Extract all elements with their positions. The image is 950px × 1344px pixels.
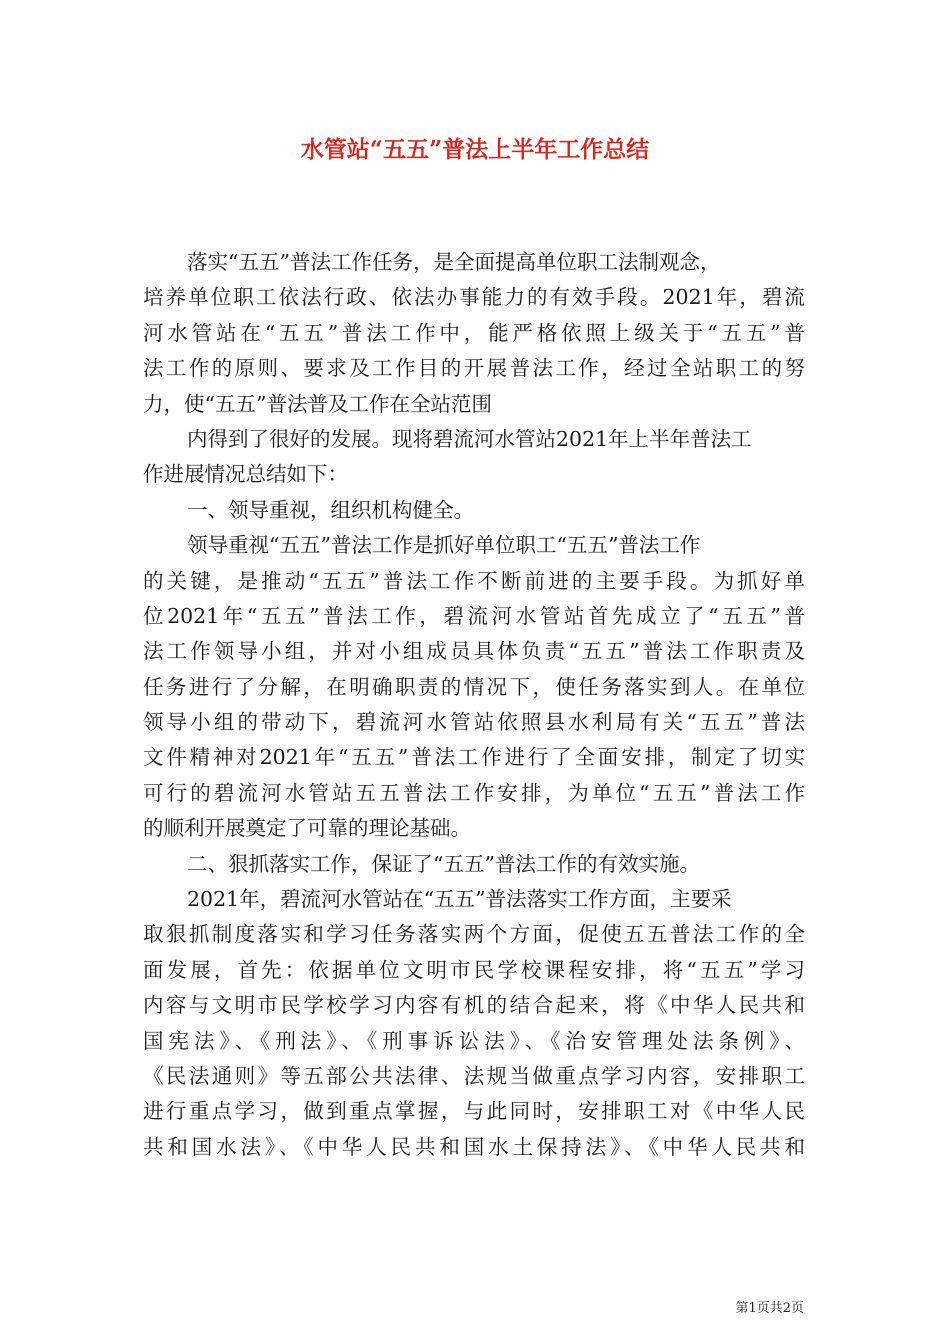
text-line: 共和国水法》、《中华人民共和国水土保持法》、《中华人民共和 xyxy=(143,1134,805,1159)
text-line: 河水管站在“五五”普法工作中，能严格依照上级关于“五五”普 xyxy=(143,320,805,345)
text-line: 落实“五五”普法工作任务，是全面提高单位职工法制观念， xyxy=(187,250,721,274)
text-line: 位2021年“五五”普法工作，碧流河水管站首先成立了“五五”普 xyxy=(143,603,805,628)
section-heading: 一、领导重视，组织机构健全。 xyxy=(187,497,474,522)
text-line: 取狠抓制度落实和学习任务落实两个方面，促使五五普法工作的全 xyxy=(143,922,805,947)
text-line: 可行的碧流河水管站五五普法工作安排，为单位“五五”普法工作 xyxy=(143,780,805,805)
text-line: 国宪法》、《刑法》、《刑事诉讼法》、《治安管理处法条例》、 xyxy=(143,1028,805,1053)
text-line: 任务进行了分解，在明确职责的情况下，使任务落实到人。在单位 xyxy=(143,674,805,699)
text-line: 内得到了很好的发展。现将碧流河水管站2021年上半年普法工 xyxy=(187,426,752,451)
section-heading: 二、狠抓落实工作，保证了“五五”普法工作的有效实施。 xyxy=(187,851,700,876)
text-line: 法工作的原则、要求及工作目的开展普法工作，经过全站职工的努 xyxy=(143,356,805,381)
text-line: 力，使“五五”普法普及工作在全站范围 xyxy=(143,391,492,416)
text-line: 内容与文明市民学校学习内容有机的结合起来，将《中华人民共和 xyxy=(143,993,805,1018)
text-line: 的关键，是推动“五五”普法工作不断前进的主要手段。为抓好单 xyxy=(143,568,805,593)
text-line: 2021年，碧流河水管站在“五五”普法落实工作方面，主要采 xyxy=(187,887,732,912)
document-body xyxy=(143,245,805,1165)
text-line: 领导重视“五五”普法工作是抓好单位职工“五五”普法工作 xyxy=(187,533,701,558)
text-line: 《民法通则》等五部公共法律、法规当做重点学习内容，安排职工 xyxy=(143,1063,805,1088)
text-line: 文件精神对2021年“五五”普法工作进行了全面安排，制定了切实 xyxy=(143,745,805,770)
text-line: 法工作领导小组，并对小组成员具体负责“五五”普法工作职责及 xyxy=(143,639,805,664)
text-line: 培养单位职工依法行政、依法办事能力的有效手段。2021年，碧流 xyxy=(143,285,805,310)
text-line: 进行重点学习，做到重点掌握，与此同时，安排职工对《中华人民 xyxy=(143,1099,805,1124)
text-line: 的顺利开展奠定了可靠的理论基础。 xyxy=(143,816,471,841)
document-title: 水管站“五五”普法上半年工作总结 xyxy=(300,136,650,163)
text-line: 作进展情况总结如下： xyxy=(143,462,348,487)
text-line: 领导小组的带动下，碧流河水管站依照县水利局有关“五五”普法 xyxy=(143,710,805,735)
page-number: 第1页共2页 xyxy=(735,1301,804,1316)
text-line: 面发展，首先：依据单位文明市民学校课程安排，将“五五”学习 xyxy=(143,957,805,982)
